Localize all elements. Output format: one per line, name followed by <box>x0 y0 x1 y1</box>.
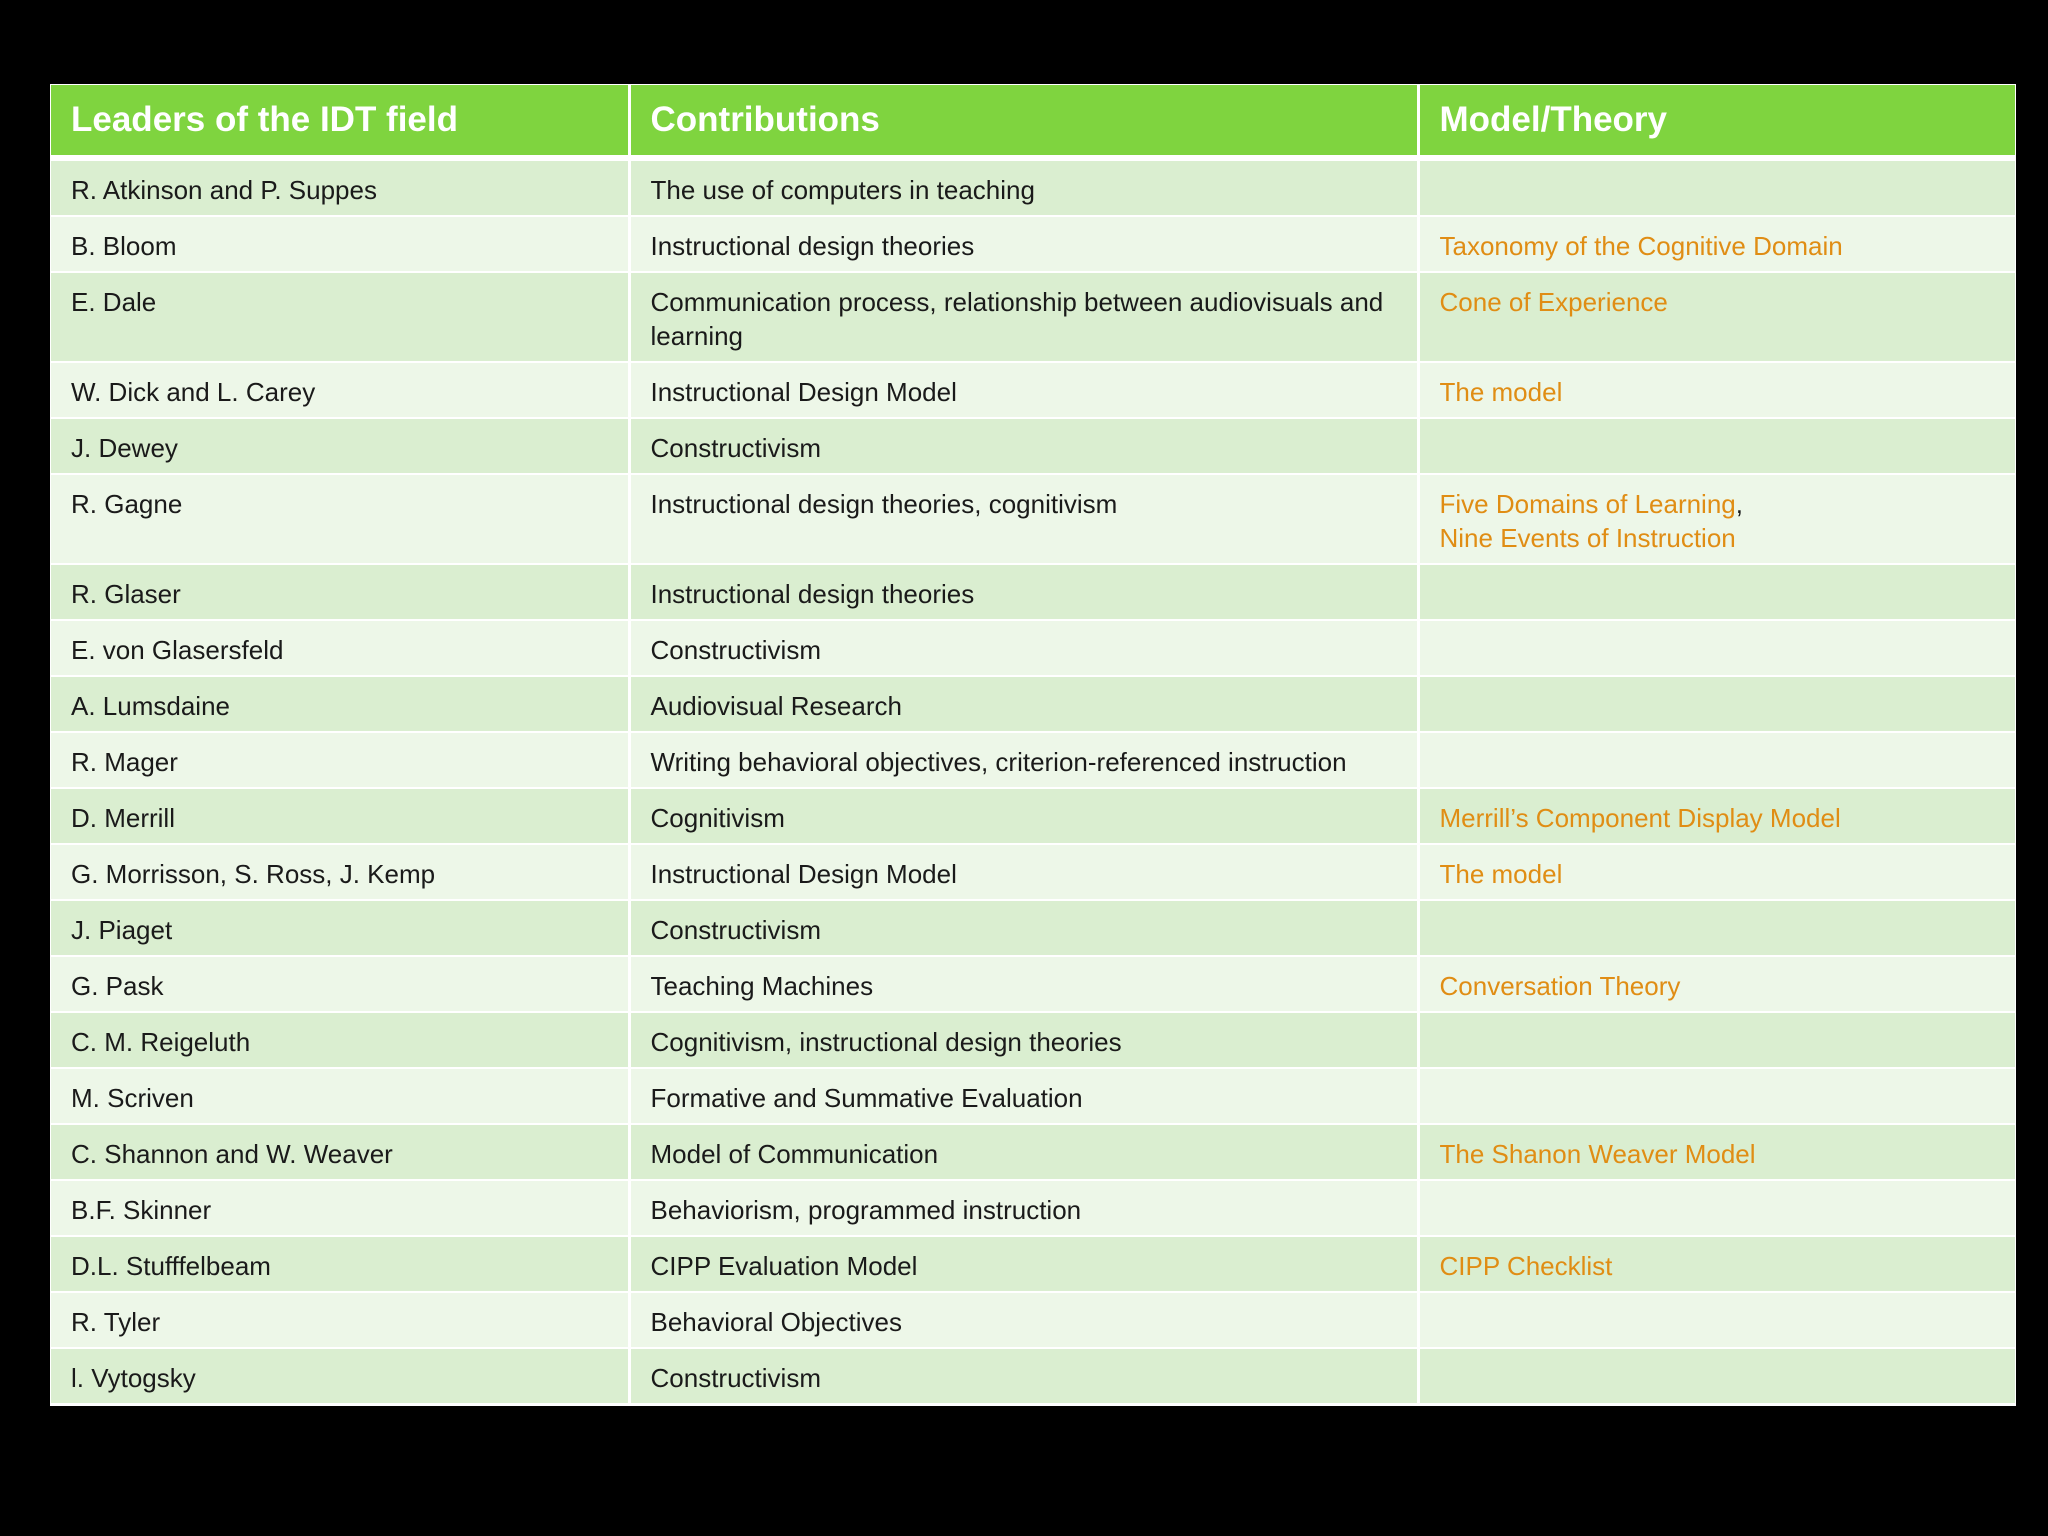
contribution-cell: Teaching Machines <box>629 956 1418 1012</box>
leader-cell: D. Merrill <box>51 788 629 844</box>
model-theory-cell <box>1418 956 2015 1012</box>
model-theory-link[interactable]: Merrill’s Component Display Model <box>1439 803 1841 833</box>
model-theory-cell <box>1418 788 2015 844</box>
table-row <box>51 1348 2015 1404</box>
leader-cell: E. von Glasersfeld <box>51 620 629 676</box>
model-theory-link[interactable]: Nine Events of Instruction <box>1439 523 1736 553</box>
leader-cell: J. Dewey <box>51 418 629 474</box>
table-row <box>51 1124 2015 1180</box>
contribution-cell: Instructional design theories <box>629 564 1418 620</box>
idt-leaders-table-container <box>50 84 2016 1406</box>
model-theory-link[interactable]: CIPP Checklist <box>1439 1251 1613 1281</box>
model-theory-cell <box>1418 1124 2015 1180</box>
leader-cell: E. Dale <box>51 272 629 362</box>
leader-cell: B. Bloom <box>51 216 629 272</box>
table-row <box>51 158 2015 216</box>
table-row <box>51 418 2015 474</box>
header-row <box>51 85 2015 158</box>
table-row <box>51 1292 2015 1348</box>
leader-cell: A. Lumsdaine <box>51 676 629 732</box>
model-theory-link[interactable]: Taxonomy of the Cognitive Domain <box>1439 231 1843 261</box>
model-theory-link[interactable]: The model <box>1439 859 1563 889</box>
header-contributions: Contributions <box>629 85 1418 158</box>
contribution-cell: Instructional Design Model <box>629 362 1418 418</box>
table-row <box>51 620 2015 676</box>
leader-cell: l. Vytogsky <box>51 1348 629 1404</box>
table-row <box>51 1180 2015 1236</box>
contribution-cell: Constructivism <box>629 900 1418 956</box>
table-row <box>51 788 2015 844</box>
model-separator: , <box>1735 489 1743 519</box>
table-row <box>51 272 2015 362</box>
leader-cell: R. Gagne <box>51 474 629 564</box>
table-row <box>51 1068 2015 1124</box>
model-theory-cell <box>1418 216 2015 272</box>
model-theory-cell <box>1418 564 2015 620</box>
contribution-cell: Behavioral Objectives <box>629 1292 1418 1348</box>
model-theory-cell <box>1418 418 2015 474</box>
model-theory-cell <box>1418 362 2015 418</box>
contribution-cell: Constructivism <box>629 418 1418 474</box>
table-row <box>51 474 2015 564</box>
contribution-cell: Instructional design theories, cognitivism <box>629 474 1418 564</box>
model-theory-link[interactable]: The model <box>1439 377 1563 407</box>
leader-cell: C. Shannon and W. Weaver <box>51 1124 629 1180</box>
table-row <box>51 1012 2015 1068</box>
model-theory-cell <box>1418 1068 2015 1124</box>
table-body <box>51 158 2015 1404</box>
table-row <box>51 900 2015 956</box>
model-theory-cell <box>1418 620 2015 676</box>
leader-cell: G. Pask <box>51 956 629 1012</box>
contribution-cell: CIPP Evaluation Model <box>629 1236 1418 1292</box>
contribution-cell: Constructivism <box>629 620 1418 676</box>
header-leaders: Leaders of the IDT field <box>51 85 629 158</box>
leader-cell: R. Glaser <box>51 564 629 620</box>
contribution-cell: Model of Communication <box>629 1124 1418 1180</box>
leader-cell: R. Atkinson and P. Suppes <box>51 158 629 216</box>
model-theory-cell <box>1418 676 2015 732</box>
contribution-cell: The use of computers in teaching <box>629 158 1418 216</box>
leader-cell: M. Scriven <box>51 1068 629 1124</box>
leader-cell: J. Piaget <box>51 900 629 956</box>
leader-cell: R. Mager <box>51 732 629 788</box>
table-row <box>51 1236 2015 1292</box>
table-row <box>51 216 2015 272</box>
leader-cell: D.L. Stufffelbeam <box>51 1236 629 1292</box>
model-theory-link[interactable]: Conversation Theory <box>1439 971 1681 1001</box>
table-row <box>51 676 2015 732</box>
leader-cell: C. M. Reigeluth <box>51 1012 629 1068</box>
table-row <box>51 362 2015 418</box>
contribution-cell: Instructional design theories <box>629 216 1418 272</box>
model-theory-cell <box>1418 732 2015 788</box>
model-theory-cell <box>1418 844 2015 900</box>
contribution-cell: Audiovisual Research <box>629 676 1418 732</box>
table-row <box>51 844 2015 900</box>
model-theory-cell <box>1418 272 2015 362</box>
contribution-cell: Writing behavioral objectives, criterion-referenced instruction <box>629 732 1418 788</box>
model-theory-cell <box>1418 1348 2015 1404</box>
idt-leaders-table <box>51 85 2015 1405</box>
model-theory-cell <box>1418 1292 2015 1348</box>
contribution-cell: Cognitivism, instructional design theories <box>629 1012 1418 1068</box>
leader-cell: B.F. Skinner <box>51 1180 629 1236</box>
contribution-cell: Cognitivism <box>629 788 1418 844</box>
model-theory-cell <box>1418 1180 2015 1236</box>
table-header <box>51 85 2015 158</box>
model-theory-cell <box>1418 1012 2015 1068</box>
contribution-cell: Formative and Summative Evaluation <box>629 1068 1418 1124</box>
leader-cell: W. Dick and L. Carey <box>51 362 629 418</box>
table-row <box>51 956 2015 1012</box>
contribution-cell: Communication process, relationship between audiovisuals and learning <box>629 272 1418 362</box>
model-theory-cell <box>1418 158 2015 216</box>
leader-cell: R. Tyler <box>51 1292 629 1348</box>
model-theory-link[interactable]: The Shanon Weaver Model <box>1439 1139 1756 1169</box>
model-theory-link[interactable]: Cone of Experience <box>1439 287 1668 317</box>
model-theory-link[interactable]: Five Domains of Learning <box>1439 489 1736 519</box>
contribution-cell: Instructional Design Model <box>629 844 1418 900</box>
contribution-cell: Constructivism <box>629 1348 1418 1404</box>
table-row <box>51 732 2015 788</box>
header-model-theory: Model/Theory <box>1418 85 2015 158</box>
contribution-cell: Behaviorism, programmed instruction <box>629 1180 1418 1236</box>
model-theory-cell <box>1418 1236 2015 1292</box>
model-theory-cell <box>1418 474 2015 564</box>
leader-cell: G. Morrisson, S. Ross, J. Kemp <box>51 844 629 900</box>
model-theory-cell <box>1418 900 2015 956</box>
table-row <box>51 564 2015 620</box>
